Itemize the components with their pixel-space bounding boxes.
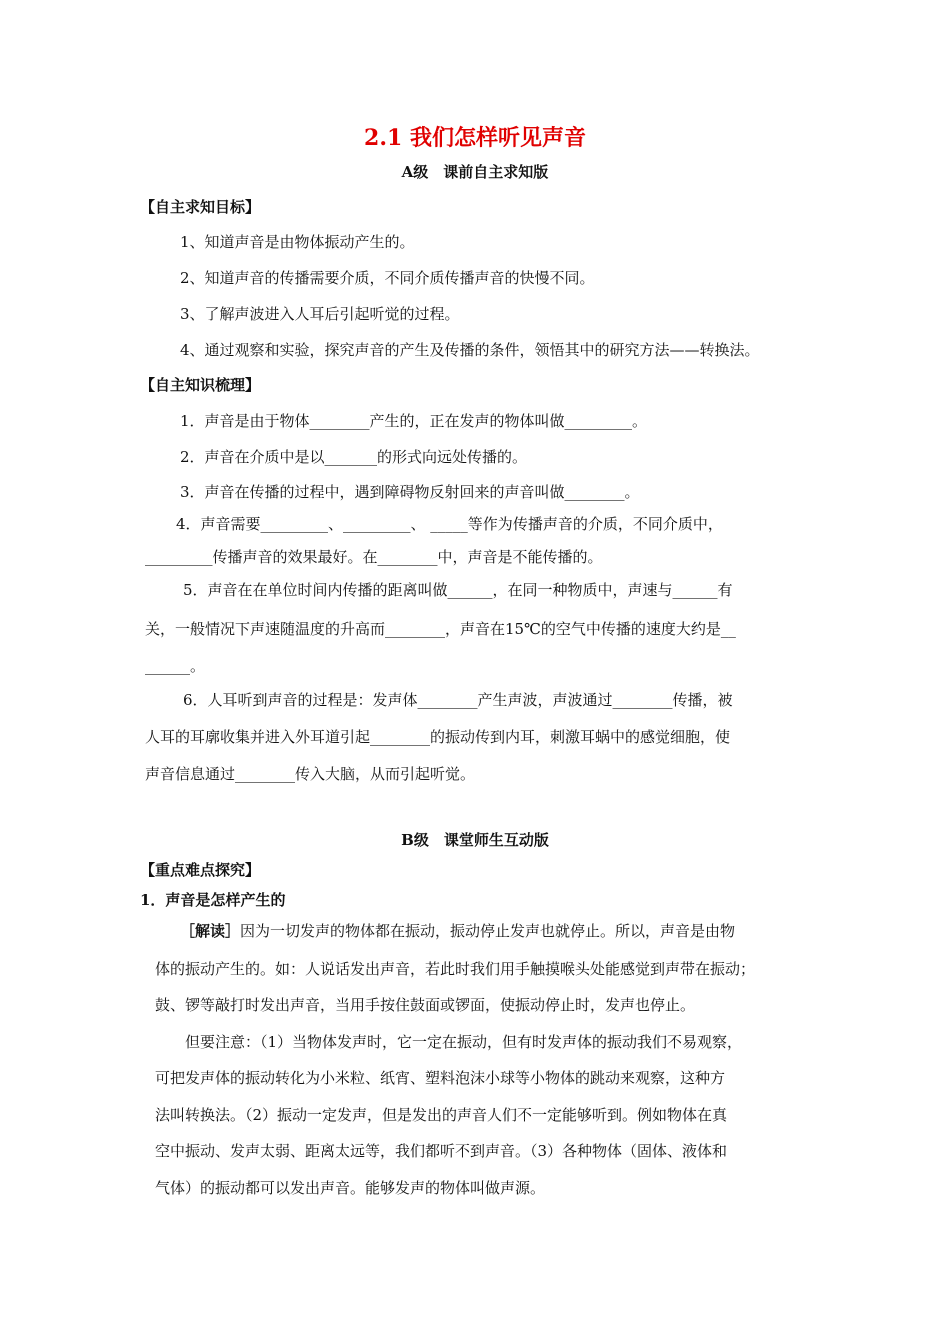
knowledge-item: 2．声音在介质中是以_______的形式向远处传播的。	[180, 448, 528, 466]
paragraph-line: 但要注意：（1）当物体发声时，它一定在振动，但有时发声体的振动我们不易观察，	[185, 1033, 743, 1051]
goal-item: 1、知道声音是由物体振动产生的。	[180, 233, 415, 251]
goal-item: 3、了解声波进入人耳后引起听觉的过程。	[180, 305, 460, 323]
goals-heading: 【自主求知目标】	[140, 198, 261, 216]
paragraph-line: 气体）的振动都可以发出声音。能够发声的物体叫做声源。	[155, 1179, 546, 1197]
analysis-label: ［解读］	[180, 922, 241, 940]
paragraph-line: 空中振动、发声太弱、距离太远等，我们都听不到声音。（3）各种物体（固体、液体和	[155, 1142, 728, 1160]
section-b-heading: B级 课堂师生互动版	[401, 831, 549, 849]
knowledge-item: 人耳的耳廓收集并进入外耳道引起________的振动传到内耳，刺激耳蜗中的感觉细胞，使	[145, 728, 731, 746]
analysis-line	[180, 921, 735, 941]
knowledge-item: 声音信息通过________传入大脑，从而引起听觉。	[145, 765, 476, 783]
section-a-heading: A级 课前自主求知版	[401, 163, 549, 181]
knowledge-item: _________传播声音的效果最好。在________中，声音是不能传播的。	[145, 548, 603, 566]
paragraph-line: 鼓、锣等敲打时发出声音，当用手按住鼓面或锣面，使振动停止时，发声也停止。	[155, 996, 696, 1014]
knowledge-item: ______。	[145, 657, 206, 675]
goal-item: 4、通过观察和实验，探究声音的产生及传播的条件，领悟其中的研究方法——转换法。	[180, 341, 760, 359]
page-title: 2.1 我们怎样听见声音	[364, 125, 586, 151]
knowledge-item: 3．声音在传播的过程中，遇到障碍物反射回来的声音叫做________。	[180, 483, 640, 501]
knowledge-item: 1．声音是由于物体________产生的，正在发声的物体叫做_________。	[180, 412, 648, 430]
analysis-text: 因为一切发声的物体都在振动，振动停止发声也就停止。所以，声音是由物	[240, 922, 736, 940]
paragraph-line: 可把发声体的振动转化为小米粒、纸宵、塑料泡沫小球等小物体的跳动来观察，这种方	[155, 1069, 726, 1087]
goal-item: 2、知道声音的传播需要介质，不同介质传播声音的快慢不同。	[180, 269, 595, 287]
knowledge-item: 6．人耳听到声音的过程是：发声体________产生声波，声波通过________传播，被	[183, 691, 733, 709]
question-heading: 1．声音是怎样产生的	[140, 891, 286, 909]
knowledge-item: 5．声音在在单位时间内传播的距离叫做______，在同一种物质中，声速与______有	[183, 581, 733, 599]
paragraph-line: 体的振动产生的。如：人说话发出声音，若此时我们用手触摸喉头处能感觉到声带在振动；	[155, 960, 756, 978]
paragraph-line: 法叫转换法。（2）振动一定发声，但是发出的声音人们不一定能够听到。例如物体在真	[155, 1106, 728, 1124]
knowledge-item: 关，一般情况下声速随温度的升高而________，声音在15℃的空气中传播的速度大约是__	[145, 620, 736, 638]
knowledge-heading: 【自主知识梳理】	[140, 376, 261, 394]
focus-heading: 【重点难点探究】	[140, 861, 261, 879]
knowledge-item: 4．声音需要_________、_________、 _____等作为传播声音的介质，不同介质中，	[176, 515, 723, 533]
